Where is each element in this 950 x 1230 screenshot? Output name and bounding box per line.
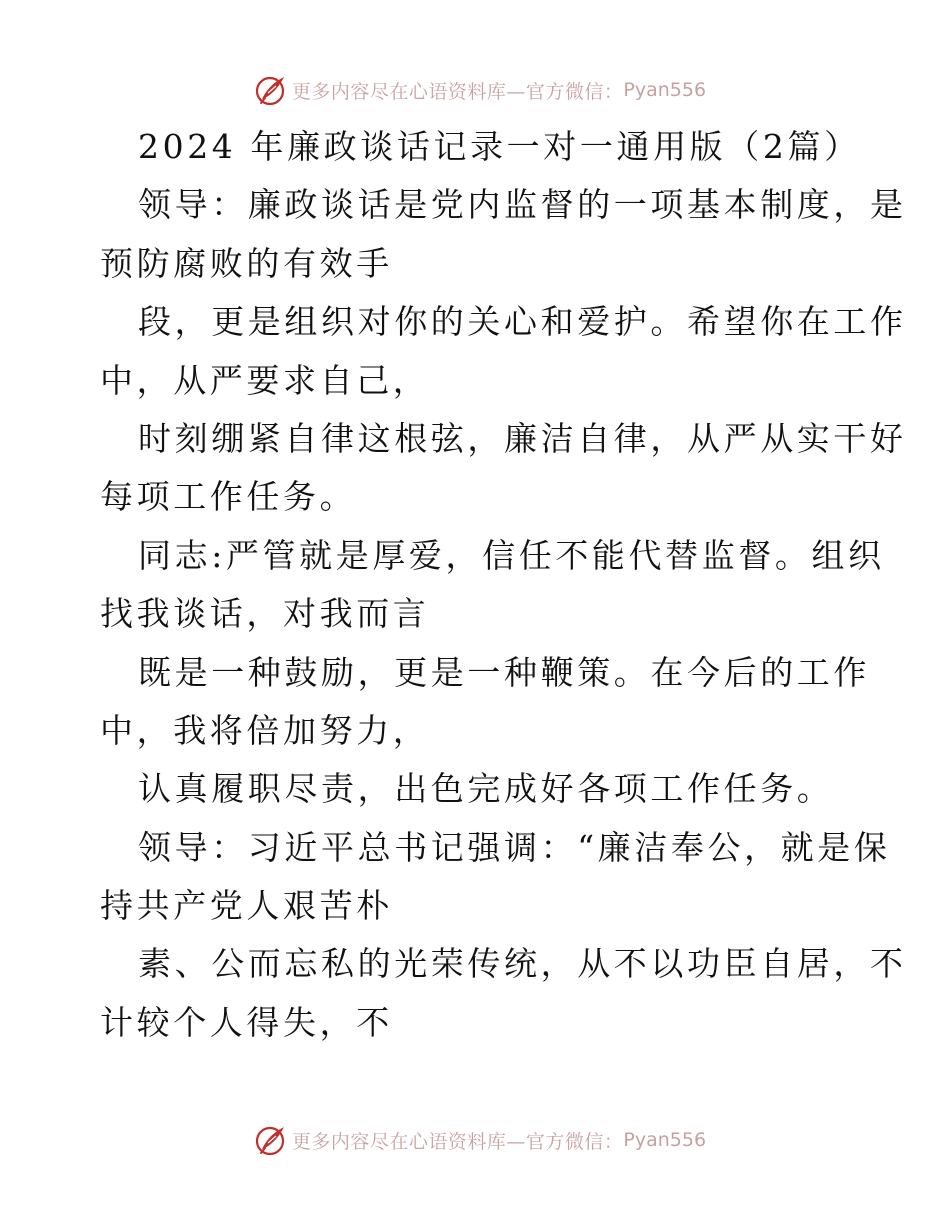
text-line: 中，从严要求自己， [100, 360, 430, 400]
document-body [100, 118, 907, 1052]
text-line: 找我谈话，对我而言 [100, 594, 430, 634]
text-line: 时刻绷紧自律这根弦，廉洁自律，从严从实干好 [138, 418, 907, 458]
text-line: 每项工作任务。 [100, 477, 357, 517]
footer-banner [0, 1120, 950, 1160]
text-line: 既是一种鼓励，更是一种鞭策。在今后的工作 [138, 652, 870, 692]
header-banner [0, 70, 950, 110]
banner-wechat-id: Pyan556 [623, 79, 707, 101]
document-title: 2024 年廉政谈话记录一对一通用版（2篇） [138, 127, 861, 166]
text-line: 同志:严管就是厚爱，信任不能代替监督。组织 [138, 535, 885, 575]
text-line: 素、公而忘私的光荣传统，从不以功臣自居，不 [138, 944, 907, 984]
text-line: 计较个人得失，不 [100, 1002, 393, 1042]
text-line: 持共产党人艰苦朴 [100, 886, 393, 926]
quill-logo-icon [254, 73, 288, 107]
text-line: 认真履职尽责，出色完成好各项工作任务。 [138, 769, 834, 809]
banner-wechat-id: Pyan556 [623, 1129, 707, 1151]
text-line: 预防腐败的有效手 [100, 243, 393, 283]
header-banner-content [254, 73, 706, 107]
text-line: 段，更是组织对你的关心和爱护。希望你在工作 [138, 302, 907, 342]
footer-banner-content [254, 1123, 706, 1157]
banner-text: 更多内容尽在心语资料库—官方微信： [291, 1130, 624, 1153]
banner-text: 更多内容尽在心语资料库—官方微信： [291, 80, 624, 103]
text-line: 领导：廉政谈话是党内监督的一项基本制度，是 [138, 185, 907, 225]
text-line: 领导：习近平总书记强调：“廉洁奉公，就是保 [138, 827, 891, 867]
text-line: 中，我将倍加努力， [100, 710, 430, 750]
quill-logo-icon [254, 1123, 288, 1157]
